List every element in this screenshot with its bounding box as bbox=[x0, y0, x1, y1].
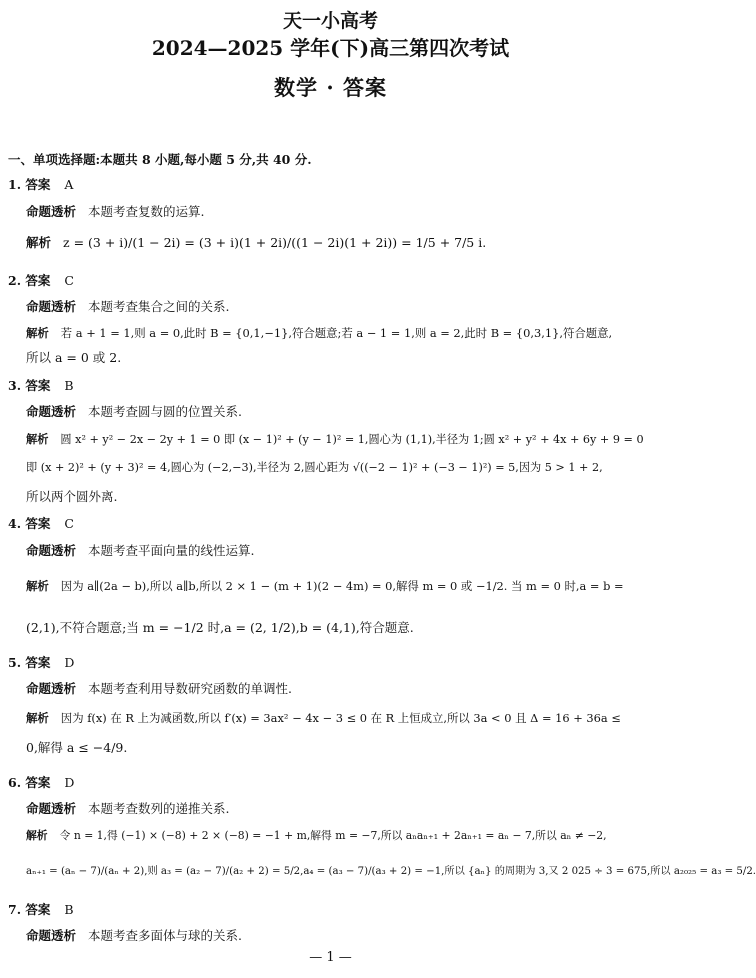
analysis-label: 解析 bbox=[26, 235, 52, 250]
intent-label: 命题透析 bbox=[26, 404, 77, 419]
question-7-answer bbox=[8, 902, 74, 918]
question-6-analysis bbox=[26, 828, 607, 844]
subject-title: 数学 · 答案 bbox=[274, 75, 387, 100]
question-5-analysis bbox=[26, 710, 621, 726]
exam-title: 2024—2025 学年(下)高三第四次考试 bbox=[151, 36, 510, 60]
analysis-text: 令 n = 1,得 (−1) × (−8) + 2 × (−8) = −1 + m,解得 m = −7,所以 aₙaₙ₊₁ + 2aₙ₊₁ = aₙ − 7,所以 aₙ ≠ −2, bbox=[59, 829, 607, 842]
intent-text: 本题考查复数的运算. bbox=[88, 204, 205, 219]
question-3-analysis-cont1: 即 (x + 2)² + (y + 3)² = 4,圆心为 (−2,−3),半径为 2,圆心距为 √((−2 − 1)² + (−3 − 1)²) = 5,因为 5 > 1 + 2, bbox=[26, 461, 603, 474]
analysis-text: 因为 f(x) 在 R 上为减函数,所以 f′(x) = 3ax² − 4x − 3 ≤ 0 在 R 上恒成立,所以 3a < 0 且 Δ = 16 + 36a ≤ bbox=[60, 711, 621, 725]
question-3-analysis bbox=[26, 431, 644, 448]
question-4-analysis-cont: (2,1),不符合题意;当 m = −1/2 时,a = (2, 1/2),b = (4,1),符合题意. bbox=[26, 620, 414, 635]
question-6-analysis-cont: aₙ₊₁ = (aₙ − 7)/(aₙ + 2),则 a₃ = (a₂ − 7)/(a₂ + 2) = 5/2,a₄ = (a₃ − 7)/(a₃ + 2) = −1,所以 {aₙ} 的周期为 3,又 2 025 ÷ 3 = 675,所以 a₂₀₂₅ = a₃ = 5/2. bbox=[26, 866, 756, 877]
intent-text: 本题考查数列的递推关系. bbox=[88, 801, 230, 816]
section-title: 一、单项选择题:本题共 8 小题,每小题 5 分,共 40 分. bbox=[8, 152, 312, 167]
question-3-analysis-cont2: 所以两个圆外离. bbox=[26, 489, 118, 504]
publisher-title: 天一小高考 bbox=[282, 10, 378, 32]
answer-label: 5. 答案 bbox=[8, 655, 51, 670]
answer-label: 4. 答案 bbox=[8, 516, 51, 531]
question-1-analysis bbox=[26, 235, 486, 251]
question-2-answer bbox=[8, 273, 74, 289]
analysis-label: 解析 bbox=[26, 432, 49, 446]
question-1-answer bbox=[8, 177, 73, 193]
question-4-answer bbox=[8, 516, 74, 532]
question-1-intent bbox=[26, 204, 205, 220]
question-4-intent bbox=[26, 543, 255, 559]
intent-label: 命题透析 bbox=[26, 681, 77, 696]
question-3-answer bbox=[8, 378, 74, 394]
analysis-label: 解析 bbox=[26, 711, 49, 725]
intent-text: 本题考查圆与圆的位置关系. bbox=[88, 404, 242, 419]
analysis-label: 解析 bbox=[26, 326, 49, 340]
question-5-analysis-cont: 0,解得 a ≤ −4/9. bbox=[26, 740, 128, 755]
analysis-label: 解析 bbox=[26, 829, 48, 842]
analysis-label: 解析 bbox=[26, 579, 49, 593]
answer-label: 7. 答案 bbox=[8, 902, 51, 917]
question-4-analysis bbox=[26, 578, 624, 594]
answer-label: 3. 答案 bbox=[8, 378, 51, 393]
analysis-text: 若 a + 1 = 1,则 a = 0,此时 B = {0,1,−1},符合题意;若 a − 1 = 1,则 a = 2,此时 B = {0,3,1},符合题意, bbox=[60, 326, 613, 340]
question-2-analysis bbox=[26, 325, 612, 341]
question-2-intent bbox=[26, 299, 230, 315]
answer-value: C bbox=[64, 273, 74, 288]
page-number: — 1 — bbox=[309, 950, 352, 965]
answer-label: 6. 答案 bbox=[8, 775, 51, 790]
intent-label: 命题透析 bbox=[26, 801, 77, 816]
answer-value: B bbox=[64, 378, 74, 393]
analysis-text: z = (3 + i)/(1 − 2i) = (3 + i)(1 + 2i)/((1 − 2i)(1 + 2i)) = 1/5 + 7/5 i. bbox=[63, 235, 487, 250]
answer-label: 2. 答案 bbox=[8, 273, 51, 288]
intent-text: 本题考查平面向量的线性运算. bbox=[88, 543, 255, 558]
question-5-answer bbox=[8, 655, 74, 671]
question-3-intent bbox=[26, 404, 242, 420]
question-6-intent bbox=[26, 801, 230, 817]
intent-label: 命题透析 bbox=[26, 299, 77, 314]
question-5-intent bbox=[26, 681, 292, 697]
question-7-intent bbox=[26, 928, 242, 944]
question-2-analysis-cont: 所以 a = 0 或 2. bbox=[26, 350, 122, 365]
answer-label: 1. 答案 bbox=[8, 177, 51, 192]
answer-value: B bbox=[64, 902, 74, 917]
answer-value: A bbox=[64, 177, 74, 192]
answer-value: D bbox=[64, 775, 75, 790]
intent-text: 本题考查集合之间的关系. bbox=[88, 299, 230, 314]
intent-text: 本题考查利用导数研究函数的单调性. bbox=[88, 681, 292, 696]
intent-label: 命题透析 bbox=[26, 928, 77, 943]
answer-value: C bbox=[64, 516, 74, 531]
analysis-text: 圆 x² + y² − 2x − 2y + 1 = 0 即 (x − 1)² + (y − 1)² = 1,圆心为 (1,1),半径为 1;圆 x² + y² + 4x + 6y + 9 = 0 bbox=[60, 433, 644, 446]
intent-label: 命题透析 bbox=[26, 543, 77, 558]
intent-text: 本题考查多面体与球的关系. bbox=[88, 928, 242, 943]
answer-value: D bbox=[64, 655, 75, 670]
intent-label: 命题透析 bbox=[26, 204, 77, 219]
analysis-text: 因为 a∥(2a − b),所以 a∥b,所以 2 × 1 − (m + 1)(2 − 4m) = 0,解得 m = 0 或 −1/2. 当 m = 0 时,a = b = bbox=[60, 579, 624, 593]
question-6-answer bbox=[8, 775, 74, 791]
